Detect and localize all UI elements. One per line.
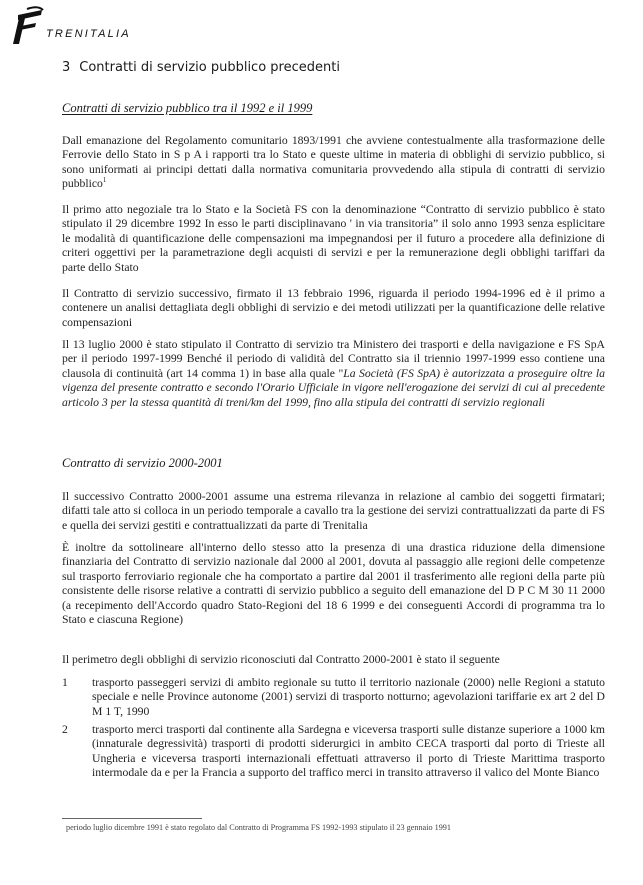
paragraph [62,338,605,410]
paragraph: Il successivo Contratto 2000-2001 assume una estrema rilevanza in relazione al cambio dei soggetti firmatari; difatti tale atto si colloca in un periodo temporale a cavallo tra la gestione dei servizi contrattualizzati da parte di FS e quella dei servizi gestiti e contrattualizzati da parte di Trenitalia [62,490,605,532]
list-text: trasporto merci trasporti dal continente alla Sardegna e viceversa trasporti sulle distanze superiore a 1000 km (innaturale degressività) trasporti di prodotti siderurgici in ambito CECA trasporti dal porto di Trieste all Ungheria e viceversa trasporti internazionali effettuati attraverso il porto di Trieste Marittima trasporto intermodale da e per la Francia a supporto del traffico merci in transito attraverso il valico del Monte Bianco [92,723,605,780]
footnote-ref: 1 [102,176,107,185]
paragraph: Il perimetro degli obblighi di servizio riconosciuti dal Contratto 2000-2001 è stato il seguente [62,653,500,666]
paragraph-text: Il 13 luglio 2000 è stato stipulato il Contratto di servizio tra Ministero dei trasporti e della navigazione e FS SpA per il periodo 1997-1999 Benché il periodo di validità del Contratto sia il triennio 1997-1999 esso contiene una clausola di continuità (art 14 comma 1) in base alla quale " [62,338,605,380]
subheading-2000-2001: Contratto di servizio 2000-2001 [62,456,223,470]
paragraph [62,134,605,192]
list-number: 1 [62,676,68,689]
footnote-text: periodo luglio dicembre 1991 è stato regolato dal Contratto di Programma FS 1992-1993 stipulato il 23 gennaio 1991 [66,823,451,832]
paragraph: È inoltre da sottolineare all'interno dello stesso atto la presenza di una drastica riduzione della dimensione finanziaria del Contratto di servizio nazionale dal 2000 al 2001, dovuta al passaggio alle regioni delle competenze sul trasporto ferroviario regionale che ha comportato a partire dal 2001 il trasferimento alle regioni della parte più consistente delle risorse relative a contratti di servizio pubblico a seguito dell emanazione del D P C M 30 11 2000 (a recepimento dell'Accordo quadro Stato-Regioni del 18 6 1999 e dei conseguenti Accordi di programma tra lo Stato e ciascuna Regione) [62,541,605,627]
paragraph: Il Contratto di servizio successivo, firmato il 13 febbraio 1996, riguarda il periodo 1994-1996 ed è il primo a contenere un analisi dettagliata degli obblighi di servizio e dei metodi utilizzati per la quantificazione delle relative compensazioni [62,287,605,329]
quoted-clause: La Società (FS SpA) è autorizzata a proseguire oltre la vigenza del presente contratto e secondo l'Orario Ufficiale in vigore nell'erogazione dei servizi di cui al precedente articolo 3 per la stessa quantità di treni/km del 1999, fino alla stipula dei contratti di servizio regionali [62,366,605,409]
section-heading [62,60,340,75]
footnote-divider [62,818,202,819]
logo-text: TRENITALIA [46,28,131,40]
paragraph: Il primo atto negoziale tra lo Stato e la Società FS con la denominazione “Contratto di servizio pubblico è stato stipulato il 29 dicembre 1992 In esso le parti disciplinavano ' in via transitoria” il solo anno 1993 senza esplicitare le modalità di quantificazione delle compensazioni ma impegnandosi per il futuro a procedere alla definizione di criteri oggettivi per la parametrazione degli acquisti di servizi e per la remunerazione degli obblighi tariffari da parte dello Stato [62,203,605,274]
list-number: 2 [62,723,68,736]
list-item [62,723,605,781]
section-number: 3 [62,60,71,75]
paragraph-text: Dall emanazione del Regolamento comunitario 1893/1991 che avviene contestualmente alla trasformazione delle Ferrovie dello Stato in S p A i rapporti tra lo Stato e queste ultime in materia di obblighi di servizio pubblico, si sono uniformati ai principi dettati dalla normativa comunitaria provvedendo alla stipula di contratti di servizio pubblico [62,134,605,191]
list-text: trasporto passeggeri servizi di ambito regionale su tutto il territorio nazionale (2000) nelle Regioni a statuto speciale e nelle Province autonome (2001) servizi di trasporto notturno; agevolazioni tariffarie ex art 2 del D M 1 T, 1990 [92,676,605,718]
section-title: Contratti di servizio pubblico precedenti [79,60,340,75]
fs-logo-icon [6,6,46,46]
subheading-1992-1999: Contratti di servizio pubblico tra il 1992 e il 1999 [62,101,313,115]
list-item [62,676,605,719]
